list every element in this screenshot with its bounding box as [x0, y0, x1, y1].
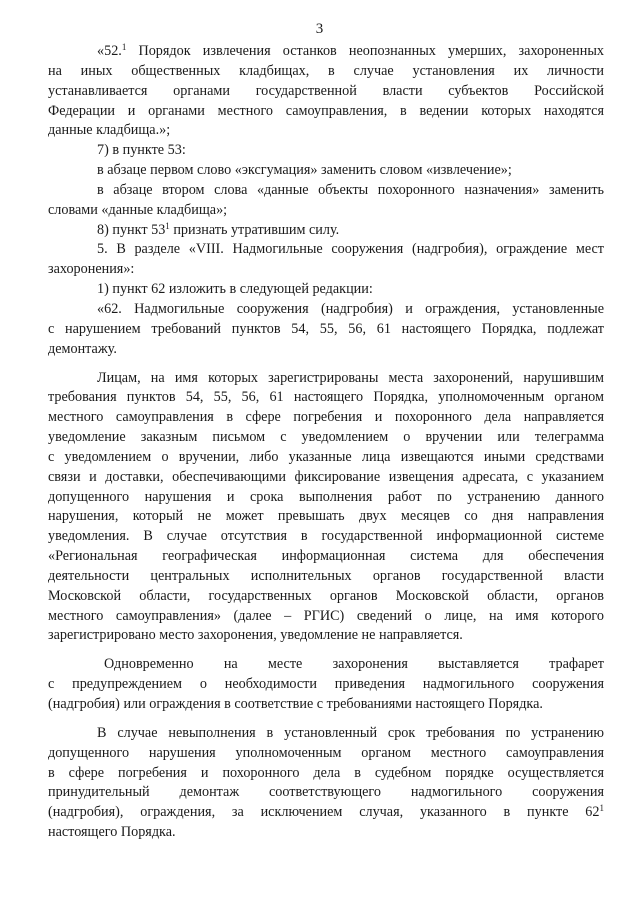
text-line: в абзаце первом слово «эксгумация» заменить словом «извлечение»;	[97, 162, 512, 179]
text-line: связи и доставки, обеспечивающими фиксирование извещения адресата, с указанием	[48, 468, 604, 485]
text-line: уведомления. В случае отсутствия в государственной информационной системе	[48, 528, 604, 545]
text-line: демонтажу.	[48, 340, 117, 357]
text-line: на иных общественных кладбищах, в случае установления их личности	[48, 62, 604, 79]
text-line: нарушения, который не может превышать двух месяцев со дня направления	[48, 508, 604, 525]
text-line: уведомление заказным письмом с уведомлением о вручении или телеграмма	[48, 429, 604, 446]
text-line: «52.$^1$ Порядок извлечения останков неопознанных умерших, захороненных	[97, 42, 604, 59]
text-line: «62. Надмогильные сооружения (надгробия) и ограждения, установленные	[97, 300, 604, 317]
text-line: (надгробия), ограждения, за исключением случая, указанного в пункте $62^1$	[48, 803, 604, 821]
text-line: Федерации и органами местного самоуправления, в ведении которых находятся	[48, 102, 604, 119]
text-line: 7) в пункте 53:	[97, 142, 186, 159]
text-line: данные кладбища.»;	[48, 122, 171, 139]
page-number: 3	[315, 21, 324, 37]
text-line: (надгробия) или ограждения в соответствие с требованиями настоящего Порядка.	[48, 696, 543, 712]
text-line: допущенного нарушения и срока выполнения работ по устранению данного	[48, 488, 604, 505]
text-line: Одновременно на месте захоронения выставляется трафарет	[104, 656, 604, 673]
text-line: принудительный демонтаж соответствующего надмогильного сооружения	[48, 784, 604, 801]
text-line: в абзаце втором слова «данные объекты похоронного назначения» заменить	[97, 181, 604, 198]
text-line: местного самоуправления» (далее – РГИС) сведений о лице, на имя которого	[48, 607, 604, 624]
text-line: допущенного нарушения уполномоченным органом местного самоуправления	[48, 744, 604, 761]
text-line: зарегистрировано место захоронения, уведомление не направляется.	[48, 627, 463, 644]
document-body	[48, 42, 604, 843]
text-line: Московской области, государственных органов Московской области, органов	[48, 587, 604, 604]
text-line: с уведомлением о вручении, либо указанные лица извещаются иными средствами	[48, 448, 604, 465]
text-line: местного самоуправления в сфере погребения и похоронного дела направляется	[48, 409, 604, 426]
text-line: 1) пункт 62 изложить в следующей редакции:	[97, 281, 373, 298]
text-line: настоящего Порядка.	[48, 824, 176, 841]
text-line: в сфере погребения и похоронного дела в судебном порядке осуществляется	[48, 764, 604, 781]
text-line: Лицам, на имя которых зарегистрированы места захоронений, нарушившим	[97, 369, 604, 386]
text-line: требования пунктов 54, 55, 56, 61 настоящего Порядка, уполномоченным органом	[48, 389, 604, 406]
text-line: деятельности центральных исполнительных органов государственной власти	[48, 567, 604, 584]
text-line: «Региональная географическая информационная система для обеспечения	[48, 548, 604, 565]
text-line: захоронения»:	[48, 261, 135, 278]
text-line: 5. В разделе «VIII. Надмогильные сооружения (надгробия), ограждение мест	[97, 241, 604, 258]
text-line: словами «данные кладбища»;	[48, 201, 228, 218]
text-line: с предупреждением о необходимости приведения надмогильного сооружения	[48, 676, 604, 693]
text-line: устанавливается органами государственной власти субъектов Российской	[48, 82, 604, 99]
text-line: В случае невыполнения в установленный срок требования по устранению	[97, 724, 604, 741]
text-line: с нарушением требований пунктов 54, 55, 56, 61 настоящего Порядка, подлежат	[48, 320, 604, 337]
text-line: 8) пункт $53^1$ признать утратившим силу.	[97, 220, 340, 238]
